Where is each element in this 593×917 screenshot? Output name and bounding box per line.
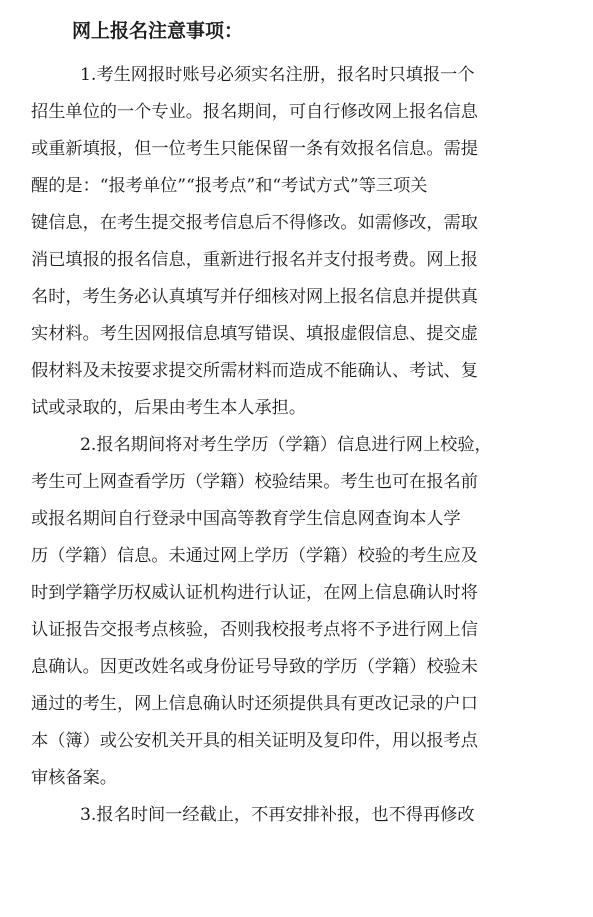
paragraph-2-line-4: 历（学籍）信息。未通过网上学历（学籍）校验的考生应及 [31, 546, 478, 566]
paragraph-1-line-7: 名时，考生务必认真填写并仔细核对网上报名信息并提供真 [31, 287, 478, 307]
paragraph-2-line-10: 审核备案。 [31, 768, 117, 788]
paragraph-1-line-2: 招生单位的一个专业。报名期间，可自行修改网上报名信息 [31, 102, 478, 122]
paragraph-1-line-10: 试或录取的，后果由考生本人承担。 [31, 398, 307, 418]
paragraph-2-line-2: 考生可上网查看学历（学籍）校验结果。考生也可在报名前 [31, 472, 478, 492]
paragraph-2-line-8: 通过的考生，网上信息确认时还须提供具有更改记录的户口 [31, 694, 478, 714]
paragraph-2-line-1: 2.报名期间将对考生学历（学籍）信息进行网上校验， [80, 435, 492, 455]
paragraph-1-line-6: 消已填报的报名信息，重新进行报名并支付报考费。网上报 [31, 250, 478, 270]
paragraph-1-line-1: 1.考生网报时账号必须实名注册，报名时只填报一个 [80, 65, 475, 85]
paragraph-1-line-4: 醒的是：“报考单位”“报考点”和“考试方式”等三项关 [31, 176, 428, 196]
paragraph-1-line-5: 键信息，在考生提交报考信息后不得修改。如需修改，需取 [31, 213, 478, 233]
paragraph-2-line-3: 或报名期间自行登录中国高等教育学生信息网查询本人学 [31, 509, 461, 529]
paragraph-2-line-9: 本（簿）或公安机关开具的相关证明及复印件，用以报考点 [31, 731, 478, 751]
paragraph-2-line-5: 时到学籍学历权威认证机构进行认证，在网上信息确认时将 [31, 583, 478, 603]
paragraph-1-line-9: 假材料及未按要求提交所需材料而造成不能确认、考试、复 [31, 361, 478, 381]
paragraph-1-line-3: 或重新填报，但一位考生只能保留一条有效报名信息。需提 [31, 139, 478, 159]
section-heading: 网上报名注意事项： [72, 20, 244, 42]
paragraph-3-line-1: 3.报名时间一经截止，不再安排补报，也不得再修改 [80, 805, 475, 825]
paragraph-2-line-6: 认证报告交报考点核验，否则我校报考点将不予进行网上信 [31, 620, 478, 640]
paragraph-1-line-8: 实材料。考生因网报信息填写错误、填报虚假信息、提交虚 [31, 324, 478, 344]
paragraph-2-line-7: 息确认。因更改姓名或身份证号导致的学历（学籍）校验未 [31, 657, 478, 677]
